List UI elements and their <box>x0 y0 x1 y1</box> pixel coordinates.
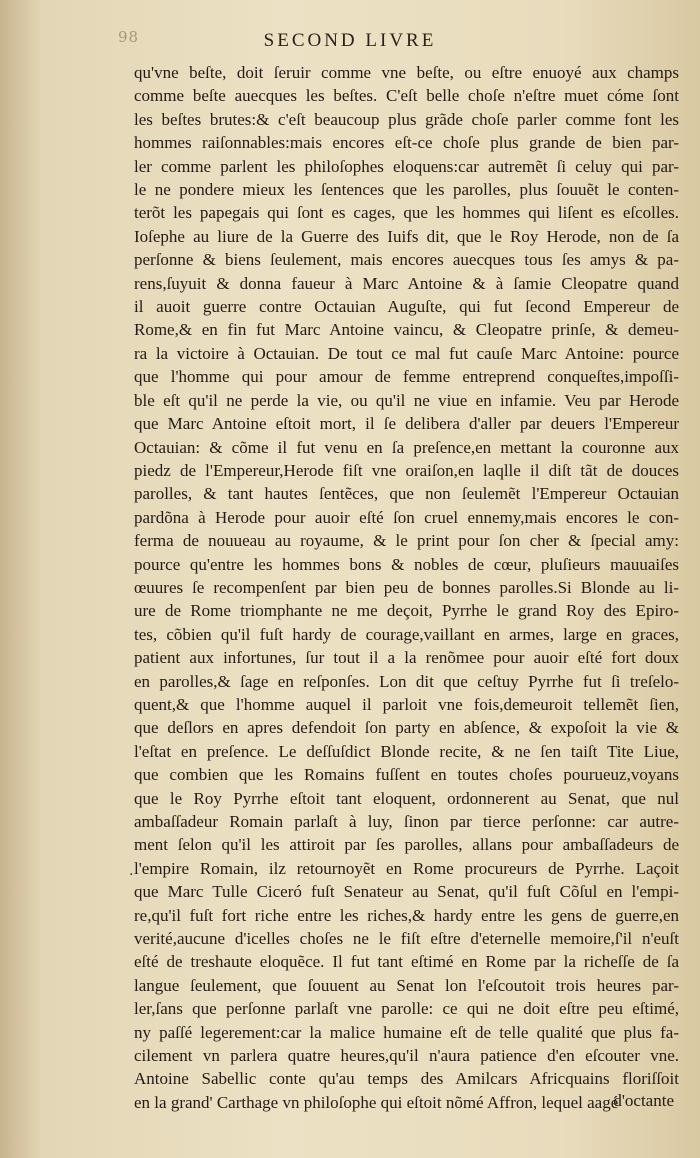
text-line: hommes raiſonnables:mais encores eſt-ce choſe plus grande de bien par- <box>134 133 679 153</box>
text-line: l'empire Romain, ilz retournoyẽt en Rome procureurs de Pyrrhe. Laçoit <box>134 858 679 878</box>
text-line: ment ſelon qu'il les attiroit par ſes parolles, allans pour ambaſſadeurs de <box>134 835 679 855</box>
text-line: le ne pondere mieux les ſentences que les parolles, plus ſouuẽt le conten- <box>134 180 679 200</box>
margin-mark: . <box>129 863 134 879</box>
text-line: œuures ſe recompenſent par bien peu de bonnes parolles.Si Blonde au li- <box>134 577 679 597</box>
text-line: en la grand' Carthage vn philoſophe qui eſtoit nõmé Affron, lequel aagé <box>134 1092 619 1112</box>
text-line: les beſtes brutes:& c'eſt beaucoup plus grãde choſe parler comme font les <box>134 109 679 129</box>
text-line: perſonne & biens ſeulement, mais encores auecques tous ſes amys & pa- <box>134 250 679 270</box>
text-line: quent,& que l'homme auquel il parloit vne fois,demeuroit tellemẽt ſien, <box>134 694 679 714</box>
text-line: cilement vn parlera quatre heures,qu'il n'aura patience d'en eſcouter vne. <box>134 1046 679 1066</box>
folio-number: 98 <box>118 28 140 46</box>
text-line: re,qu'il fuſt fort riche entre les riches,& hardy entre les gens de guerre,en <box>134 905 679 925</box>
text-line: Ioſephe au liure de la Guerre des Iuifs dit, que le Roy Herode, non de ſa <box>134 226 679 246</box>
text-line: Rome,& en fin fut Marc Antoine vaincu, & Cleopatre prinſe, & demeu- <box>134 320 679 340</box>
text-line: terõt les papegais qui ſont es cages, que les hommes qui liſent es eſcolles. <box>134 203 679 223</box>
text-line: qu'vne beſte, doit ſeruir comme vne beſte, ou eſtre enuoyé aux champs <box>134 63 679 82</box>
text-line: ure de Rome triomphante ne me deçoit, Pyrrhe le grand Roy des Epiro- <box>134 601 679 621</box>
text-line: l'eſtat en preſence. Le deſſuſdict Blonde recite, & ne ſen taiſt Tite Liue, <box>134 741 679 761</box>
catchword: d'octante <box>613 1091 674 1110</box>
text-line: que le Roy Pyrrhe eſtoit tant eloquent, ordonnerent au Senat, que nul <box>134 788 679 808</box>
text-line: ambaſſadeur Romain parlaſt à luy, ſinon par tierce perſonne: car autre- <box>134 812 679 831</box>
text-line: piedz de l'Empereur,Herode fiſt vne oraiſon,en laqlle il diſt tãt de douces <box>134 460 679 480</box>
text-line: Octauian: & cõme il fut venu en ſa preſence,en mettant la couronne aux <box>134 437 679 457</box>
running-head: SECOND LIVRE <box>263 30 437 51</box>
text-line: ler,ſans que perſonne parlaſt vne parolle: ce qui ne doit eſtre peu eſtimé, <box>134 999 679 1019</box>
text-line: en parolles,& ſage en reſponſes. Lon dit que ceſtuy Pyrrhe fut ſi treſelo- <box>134 671 679 691</box>
text-line: que combien que les Romains fuſſent en toutes choſes pourueuz,voyans <box>134 765 679 785</box>
body-text <box>134 61 679 1114</box>
text-line: ble eſt qu'il ne perde la vie, ou qu'il ne viue en infamie. Veu par Herode <box>134 390 679 410</box>
text-line: que l'homme qui pour amour de femme entreprend conqueſtes,impoſſi- <box>134 367 679 387</box>
text-line: parolles, & tant hautes ſentẽces, que non ſeulemẽt l'Empereur Octauian <box>134 484 679 504</box>
text-line: verité,aucune d'icelles choſes ne le fiſt eſtre d'eternelle memoire,ſ'il n'euſt <box>134 929 679 949</box>
text-line: ler comme parlent les philoſophes eloquens:car autremẽt ſi celuy qui par- <box>134 156 679 176</box>
text-line: que Marc Antoine eſtoit mort, il ſe delibera d'aller par deuers l'Empereur <box>134 414 679 434</box>
text-line: pource qu'entre les hommes bons & nobles de cœur, pluſieurs mauuaiſes <box>134 554 679 574</box>
text-line: Antoine Sabellic conte qu'au temps des Amilcars Africquains floriſſoit <box>134 1069 679 1089</box>
text-line: ra la victoire à Octauian. De tout ce mal fut cauſe Marc Antoine: pource <box>134 343 679 363</box>
text-line: pardõna à Herode pour auoir eſté ſon cruel ennemy,mais encores le con- <box>134 507 679 527</box>
text-line: patient aux infortunes, ſur tout il a la renõmee pour auoir eſté fort doux <box>134 648 679 668</box>
text-line: rens,ſuyuit & donna faueur à Marc Antoine & à ſamie Cleopatre quand <box>134 273 679 293</box>
text-line: ny paſſé legerement:car la malice humaine eſt de telle qualité que plus fa- <box>134 1022 679 1042</box>
text-line: que Marc Tulle Ciceró fuſt Senateur au Senat, qu'il fuſt Cõſul en l'empi- <box>134 882 679 902</box>
text-line: eſté de treshaute eloquẽce. Il fut tant eſtimé en Rome par la richeſſe de ſa <box>134 952 679 972</box>
text-line: que deſlors en apres defendoit ſon party en abſence, & expoſoit la vie & <box>134 718 679 738</box>
text-line: comme beſte auecques les beſtes. C'eſt belle choſe n'eſtre muet cóme ſont <box>134 86 679 106</box>
text-line: langue ſeulement, que ſouuent au Senat lon l'eſcoutoit trois heures par- <box>134 975 679 995</box>
text-line: ferma de nouueau au royaume, & le print pour ſon cher & ſpecial amy: <box>134 531 679 551</box>
text-line: il auoit guerre contre Octauian Auguſte, qui fut ſecond Empereur de <box>134 297 679 317</box>
text-line: tes, cõbien qu'il fuſt hardy de courage,vaillant en armes, large en graces, <box>134 624 679 644</box>
